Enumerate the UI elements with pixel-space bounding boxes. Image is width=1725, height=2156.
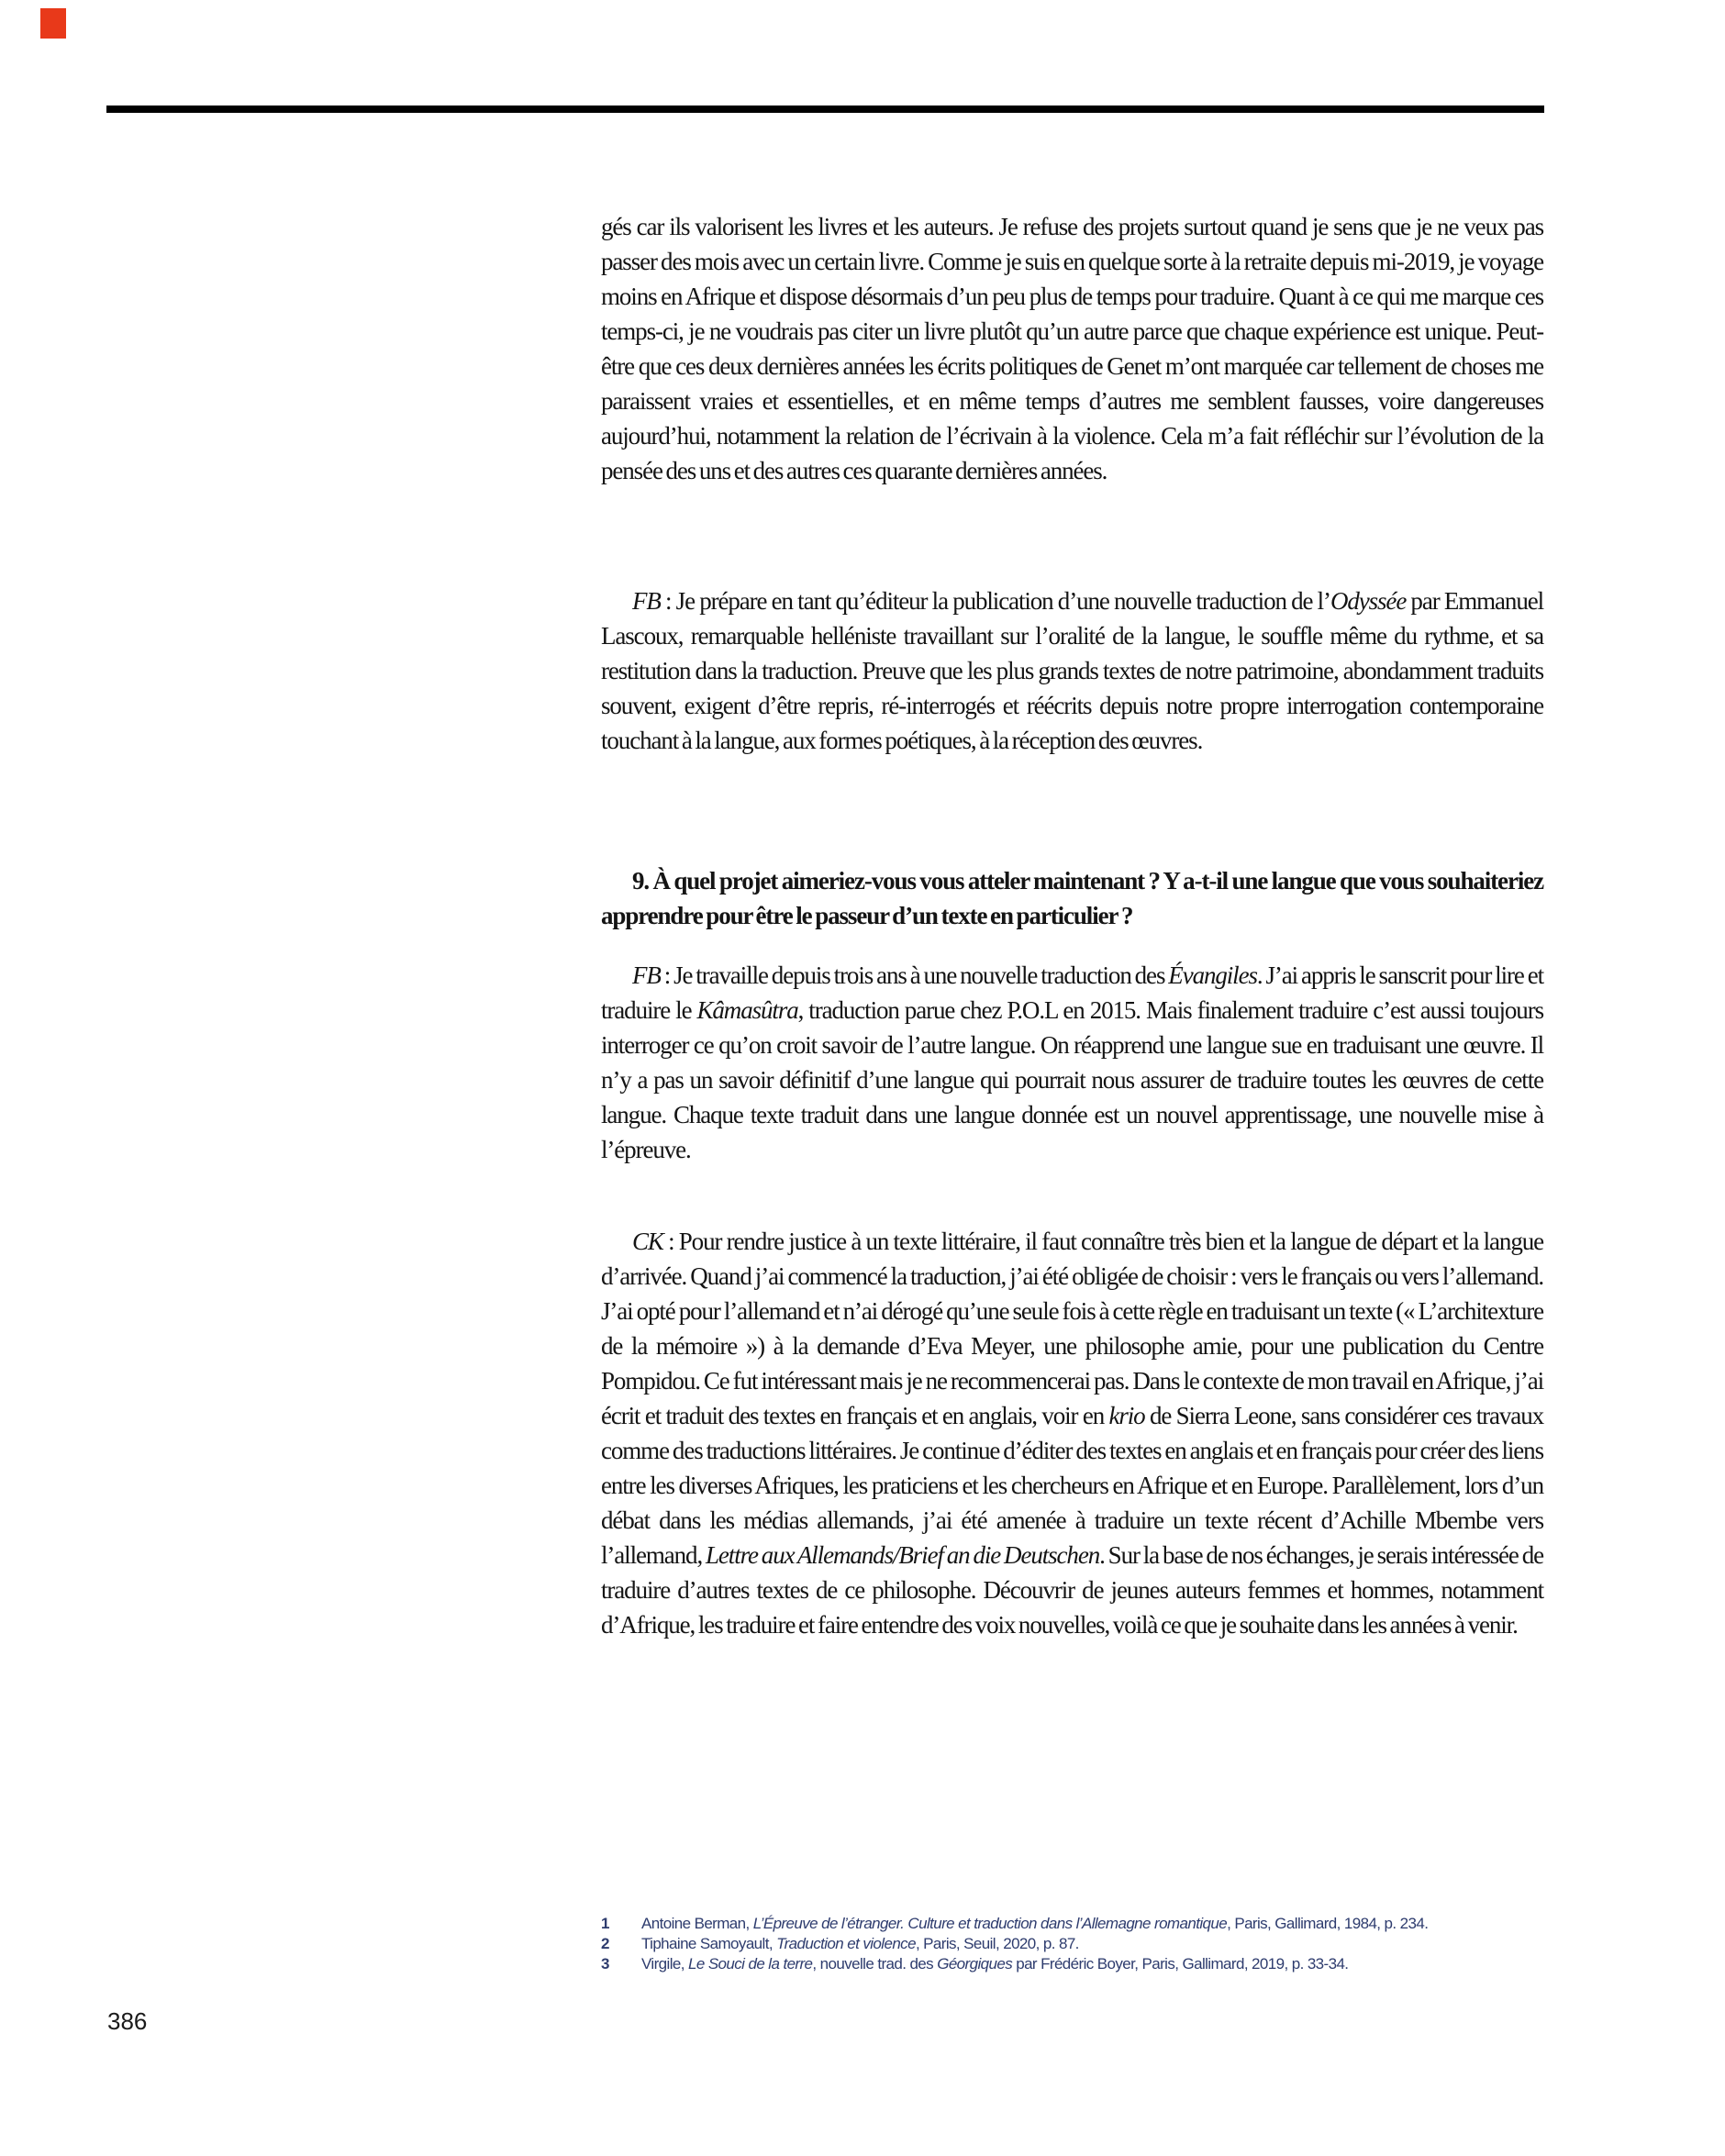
text-run: L’Épreuve de l’étranger. Culture et traduction dans l’Allemagne romantique	[752, 1915, 1228, 1932]
text-run: Antoine Berman,	[641, 1915, 753, 1932]
footnote-3	[601, 1954, 1543, 1974]
text-run: Kâmasûtra	[696, 996, 798, 1024]
footnote-text	[641, 1934, 1079, 1954]
text-run: 9. À quel projet aimeriez-vous vous atteler maintenant ? Y a-t-il une langue que vous souhaiteriez apprendre pour être le passeur d’un texte en particulier ?	[601, 867, 1543, 929]
text-run: . Sur la base de nos échanges, je serais intéressée de traduire d’autres textes de ce philosophe. Découvrir de jeunes auteurs femmes et hommes, notamment d’Afrique, les traduire et faire entendre des voix nouvelles, voilà ce que je souhaite dans les années à venir.	[601, 1541, 1543, 1639]
footnote-1	[601, 1914, 1543, 1934]
text-run: par Frédéric Boyer, Paris, Gallimard, 2019, p. 33-34.	[1012, 1955, 1349, 1973]
paragraph-fb-evangiles	[601, 958, 1543, 1167]
text-run: , Paris, Seuil, 2020, p. 87.	[915, 1935, 1079, 1952]
text-run: gés car ils valorisent les livres et les auteurs. Je refuse des projets surtout quand je sens que je ne veux pas passer des mois avec un certain livre. Comme je suis en quelque sorte à la retraite depuis mi-2019, je voyage moins en Afrique et dispose désormais d’un peu plus de temps pour traduire. Quant à ce qui me marque ces temps-ci, je ne voudrais pas citer un livre plutôt qu’un autre parce que chaque expérience est unique. Peut-être que ces deux dernières années les écrits politiques de Genet m’ont marquée car tellement de choses me paraissent vraies et essentielles, et en même temps d’autres me semblent fausses, voire dangereuses aujourd’hui, notamment la relation de l’écrivain à la violence. Cela m’a fait réfléchir sur l’évolution de la pensée des uns et des autres ces quarante dernières années.	[601, 213, 1543, 484]
text-run: , traduction parue chez P.O.L en 2015. Mais finalement traduire c’est aussi toujours interroger ce qu’on croit savoir de l’autre langue. On réapprend une langue sue en traduisant une œuvre. Il n’y a pas un savoir définitif d’une langue qui pourrait nous assurer de traduire toutes les œuvres de cette langue. Chaque texte traduit dans une langue donnée est un nouvel apprentissage, une nouvelle mise à l’épreuve.	[601, 996, 1543, 1163]
footnote-text	[641, 1954, 1348, 1974]
text-run: : Je travaille depuis trois ans à une nouvelle traduction des	[660, 961, 1169, 989]
text-run: krio	[1108, 1402, 1145, 1429]
text-run: Lettre aux Allemands/Brief an die Deutschen	[706, 1541, 1100, 1569]
text-run: Le Souci de la terre	[687, 1955, 813, 1973]
footnote-number: 1	[601, 1915, 609, 1932]
paragraph-fb-odyssee	[601, 583, 1543, 758]
text-run: , Paris, Gallimard, 1984, p. 234.	[1227, 1915, 1429, 1932]
text-run: : Pour rendre justice à un texte littéraire, il faut connaître très bien et la langue de départ et la langue d’arrivée. Quand j’ai commencé la traduction, j’ai été obligée de choisir : vers le français ou vers l’allemand. J’ai opté pour l’allemand et n’ai dérogé qu’une seule fois à cette règle en traduisant un texte (« L’architexture de la mémoire ») à la demande d’Eva Meyer, une philosophe amie, pour une publication du Centre Pompidou. Ce fut intéressant mais je ne recommencerai pas. Dans le contexte de mon travail en Afrique, j’ai écrit et traduit des textes en français et en anglais, voir en	[601, 1228, 1543, 1429]
text-run: par Emmanuel Lascoux, remarquable helléniste travaillant sur l’oralité de la langue, le souffle même du rythme, et sa restitution dans la traduction. Preuve que les plus grands textes de notre patrimoine, abondamment traduits souvent, exigent d’être repris, ré-interrogés et réécrits depuis notre propre interrogation contemporaine touchant à la langue, aux formes poétiques, à la réception des œuvres.	[601, 587, 1544, 754]
text-run: FB	[632, 587, 661, 615]
paragraph-continuation	[601, 209, 1543, 488]
corner-red-mark	[40, 8, 66, 39]
text-run: Virgile,	[641, 1955, 688, 1973]
text-run: Géorgiques	[937, 1955, 1013, 1973]
footnote-2	[601, 1934, 1543, 1954]
page-number: 386	[107, 2007, 148, 2035]
question-9-heading	[601, 863, 1543, 933]
text-run: Évangiles	[1168, 961, 1257, 989]
paragraph-ck	[601, 1224, 1543, 1642]
text-run: Odyssée	[1330, 587, 1407, 615]
text-column	[601, 0, 1543, 2156]
text-run: . J’ai appris le sanscrit pour lire et traduire le	[601, 961, 1543, 1024]
text-run: , nouvelle trad. des	[812, 1955, 938, 1973]
footnote-text	[641, 1914, 1428, 1934]
text-run: Tiphaine Samoyault,	[641, 1935, 777, 1952]
text-run: FB	[632, 961, 661, 989]
text-run: de Sierra Leone, sans considérer ces travaux comme des traductions littéraires. Je continue d’éditer des textes en anglais et en français pour créer des liens entre les diverses Afriques, les praticiens et les chercheurs en Afrique et en Europe. Parallèlement, lors d’un débat dans les médias allemands, j’ai été amenée à traduire un texte récent d’Achille Mbembe vers l’allemand,	[601, 1402, 1543, 1569]
text-run: Traduction et violence	[776, 1935, 916, 1952]
footnote-number: 3	[601, 1955, 609, 1973]
footnote-number: 2	[601, 1935, 609, 1952]
text-run: CK	[632, 1228, 663, 1255]
text-run: : Je prépare en tant qu’éditeur la publication d’une nouvelle traduction de l’	[660, 587, 1330, 615]
footnotes-block	[601, 1914, 1543, 1974]
